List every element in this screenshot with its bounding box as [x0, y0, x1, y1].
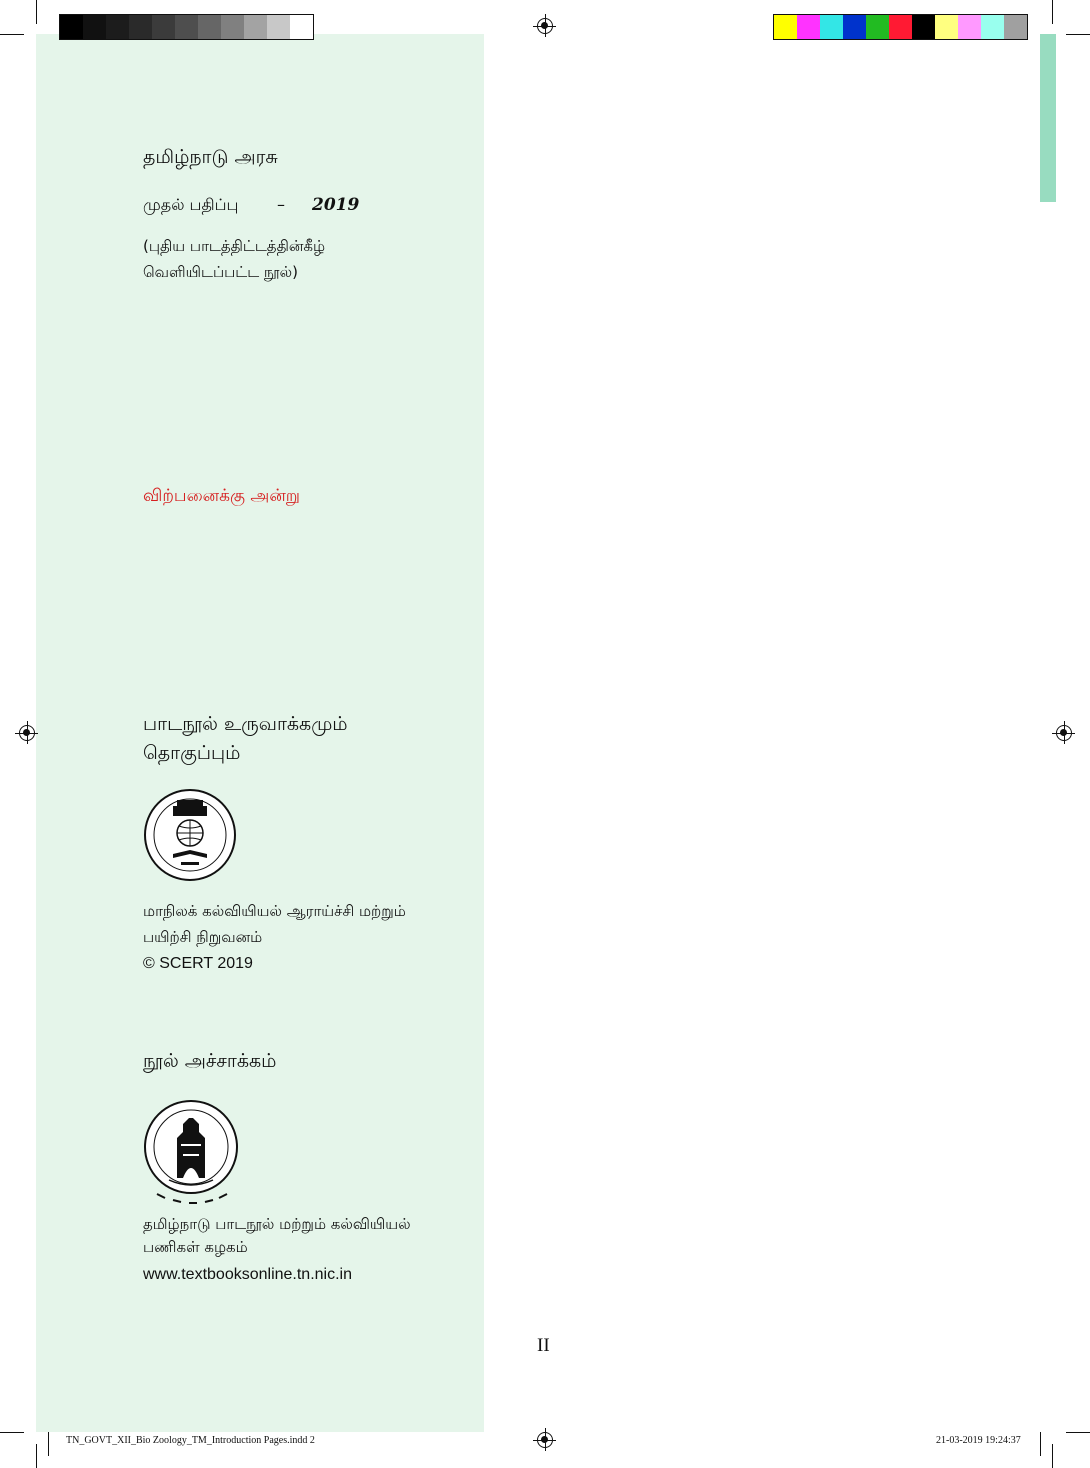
gray-swatch [129, 15, 152, 39]
government-title: தமிழ்நாடு அரசு [143, 146, 278, 168]
crop-mark [1040, 1432, 1041, 1456]
color-swatch [866, 15, 889, 39]
crop-mark [1066, 34, 1090, 35]
grayscale-calibration-bar [59, 14, 314, 40]
color-swatch [981, 15, 1004, 39]
color-swatch [1004, 15, 1027, 39]
copyright-notice: © SCERT 2019 [143, 955, 253, 972]
preparation-heading-line1: பாடநூல் உருவாக்கமும் [143, 713, 348, 735]
gray-swatch [106, 15, 129, 39]
footer-file-name: TN_GOVT_XII_Bio Zoology_TM_Introduction Pages.indd 2 [66, 1435, 315, 1446]
corporation-name-line1: தமிழ்நாடு பாடநூல் மற்றும் கல்வியியல் [143, 1215, 411, 1233]
printing-heading: நூல் அச்சாக்கம் [143, 1050, 277, 1072]
color-swatch [912, 15, 935, 39]
page-number: II [537, 1335, 550, 1356]
color-swatch [935, 15, 958, 39]
edition-year: 2019 [312, 195, 360, 215]
scert-seal-logo [143, 788, 237, 882]
crop-mark [0, 1432, 24, 1433]
color-swatch [774, 15, 797, 39]
edition-note-line1: (புதிய பாடத்திட்டத்தின்கீழ் [143, 237, 326, 255]
footer-timestamp: 21-03-2019 19:24:37 [936, 1435, 1021, 1446]
crop-mark [0, 34, 24, 35]
crop-mark [48, 1432, 49, 1456]
edition-note-line2: வெளியிடப்பட்ட நூல்) [143, 263, 298, 281]
edition-label: முதல் பதிப்பு [143, 195, 239, 214]
color-calibration-bar [773, 14, 1028, 40]
edition-dash: – [277, 195, 285, 214]
scert-name-line1: மாநிலக் கல்வியியல் ஆராய்ச்சி மற்றும் [143, 902, 406, 920]
crop-mark [1066, 1432, 1090, 1433]
gray-swatch [60, 15, 83, 39]
corporation-name-line2: பணிகள் கழகம் [143, 1238, 248, 1256]
color-swatch [797, 15, 820, 39]
gray-swatch [290, 15, 313, 39]
color-swatch [843, 15, 866, 39]
crop-mark [36, 0, 37, 24]
color-swatch [958, 15, 981, 39]
color-swatch [889, 15, 912, 39]
gray-swatch [152, 15, 175, 39]
registration-mark-icon [537, 18, 553, 34]
registration-mark-icon [19, 725, 35, 741]
not-for-sale-notice: விற்பனைக்கு அன்று [143, 486, 301, 506]
registration-mark-icon [537, 1432, 553, 1448]
registration-mark-icon [1056, 725, 1072, 741]
side-color-tab [1040, 34, 1056, 202]
gray-swatch [83, 15, 106, 39]
crop-mark [1052, 0, 1053, 24]
website-link[interactable]: www.textbooksonline.tn.nic.in [143, 1266, 352, 1283]
crop-mark [1052, 1444, 1053, 1468]
gray-swatch [267, 15, 290, 39]
preparation-heading-line2: தொகுப்பும் [143, 742, 241, 764]
color-swatch [820, 15, 843, 39]
gray-swatch [221, 15, 244, 39]
gray-swatch [244, 15, 267, 39]
gray-swatch [198, 15, 221, 39]
tn-textbook-corporation-seal-logo [143, 1098, 241, 1204]
scert-name-line2: பயிற்சி நிறுவனம் [143, 928, 263, 946]
gray-swatch [175, 15, 198, 39]
crop-mark [36, 1444, 37, 1468]
